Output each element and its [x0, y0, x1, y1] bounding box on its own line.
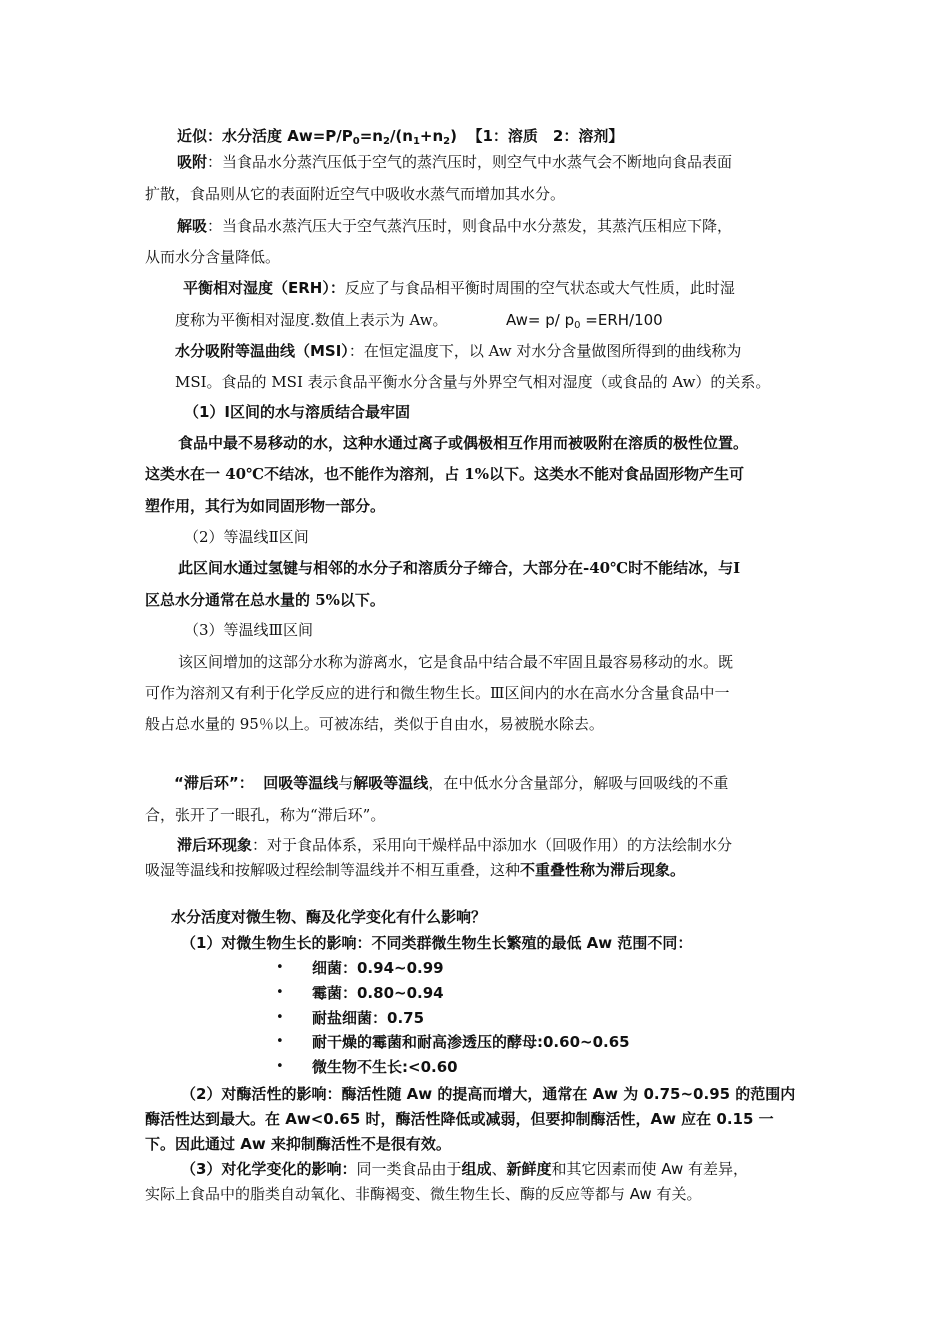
subscript: 0	[574, 320, 581, 331]
zone1-line2: 这类水在一 40℃不结冰，也不能作为溶剂，占 1%以下。这类水不能对食品固形物产生可	[145, 465, 744, 483]
enzyme-line2: 酶活性达到最大。在 Aw<0.65 时，酶活性降低或减弱，但要抑制酶活性，Aw 应在 0.15 一	[145, 1110, 774, 1128]
rewet-isotherm: 回吸等温线	[263, 774, 339, 792]
subscript: 1	[412, 136, 420, 147]
msi-para-line2: MSI。食品的 MSI 表示食品平衡水分含量与外界空气相对湿度（或食品的 Aw）的关系。	[175, 373, 771, 391]
desorb-para-line1	[177, 216, 732, 236]
approx-formula: Aw=P/P	[287, 127, 353, 145]
desorb-text: ：当食品水蒸汽压大于空气蒸汽压时，则食品中水分蒸发，其蒸汽压相应下降，	[207, 217, 733, 235]
zone1-line1: 食品中最不易移动的水，这种水通过离子或偶极相互作用而被吸附在溶质的极性位置。	[178, 434, 749, 452]
hysteresis-phen-text: 吸湿等温线和按解吸过程绘制等温线并不相互重叠，这种	[145, 861, 521, 879]
zone3-line3: 般占总水量的 95％以上。可被冻结，类似于自由水，易被脱水除去。	[145, 715, 604, 733]
zone1-heading: （1）Ⅰ区间的水与溶质结合最牢固	[184, 403, 411, 421]
hysteresis-phen-term: 滞后环现象	[177, 836, 253, 854]
hysteresis-text: ，在中低水分含量部分，解吸与回吸线的不重	[428, 774, 729, 792]
adsorb-para-line1	[177, 152, 732, 172]
erh-text: 反应了与食品相平衡时周围的空气状态或大气性质，此时湿	[344, 279, 735, 297]
zone3-line1: 该区间增加的这部分水称为游离水，它是食品中结合最不牢固且最容易移动的水。既	[178, 653, 734, 671]
hysteresis-line1	[174, 773, 728, 793]
approx-formula: )	[450, 127, 457, 145]
msi-text: ：在恒定温度下，以 Aw 对水分含量做图所得到的曲线称为	[348, 342, 742, 360]
chem-text: 同一类食品由于	[356, 1160, 462, 1178]
adsorb-term: 吸附	[177, 153, 208, 171]
chem-text: 和其它因素而使 Aw 有差异，	[551, 1160, 748, 1178]
chem-emph: 新鲜度	[506, 1160, 552, 1178]
chem-line1	[181, 1159, 748, 1179]
erh-formula-text: =ERH/100	[580, 311, 663, 329]
approx-formula: =n	[359, 127, 383, 145]
bullet-icon: •	[276, 960, 284, 975]
chem-line2: 实际上食品中的脂类自动氧化、非酶褐变、微生物生长、酶的反应等都与 Aw 有关。	[145, 1185, 702, 1203]
zone2-heading: （2）等温线Ⅱ区间	[184, 528, 309, 546]
hysteresis-phen-emph: 不重叠性称为滞后现象。	[520, 861, 686, 879]
erh-para-line1	[183, 278, 735, 298]
chem-emph: 组成	[461, 1160, 492, 1178]
bullet-icon: •	[276, 985, 284, 1000]
bullet-icon: •	[276, 1034, 284, 1049]
enzyme-line1: （2）对酶活性的影响：酶活性随 Aw 的提高而增大，通常在 Aw 为 0.75~0.95 的范围内	[181, 1085, 796, 1103]
subscript: 2	[382, 136, 390, 147]
list-item: 耐干燥的霉菌和耐高渗透压的酵母:0.60~0.65	[312, 1033, 630, 1051]
subscript: 2	[443, 136, 451, 147]
approx-formula: /(n	[389, 127, 413, 145]
enzyme-line3: 下。因此通过 Aw 来抑制酶活性不是很有效。	[145, 1135, 451, 1153]
subscript: 0	[352, 136, 360, 147]
zone2-line2: 区总水分通常在总水量的 5%以下。	[145, 591, 385, 609]
chem-text: 、	[491, 1160, 507, 1178]
hysteresis-line2: 合，张开了一眼孔，称为“滞后环”。	[145, 806, 386, 824]
hysteresis-phen-text: ：对于食品体系，采用向干燥样品中添加水（回吸作用）的方法绘制水分	[252, 836, 733, 854]
zone1-line3: 塑作用，其行为如同固形物一部分。	[145, 497, 386, 515]
erh-para-line2: 度称为平衡相对湿度.数值上表示为 Aw。	[175, 311, 448, 329]
effects-question: 水分活度对微生物、酶及化学变化有什么影响？	[171, 908, 487, 926]
approx-label: 近似：水分活度	[177, 127, 288, 145]
desorb-para-line2: 从而水分含量降低。	[145, 248, 281, 266]
approx-formula-line	[177, 126, 623, 146]
approx-formula: +n	[419, 127, 444, 145]
micro-heading: （1）对微生物生长的影响：不同类群微生物生长繁殖的最低 Aw 范围不同：	[181, 934, 693, 952]
bullet-icon: •	[276, 1010, 284, 1025]
desorb-term: 解吸	[177, 217, 208, 235]
approx-note: 【1：溶质 2：溶剂】	[467, 127, 624, 145]
chem-heading: （3）对化学变化的影响：	[181, 1160, 357, 1178]
erh-formula	[506, 310, 663, 330]
hysteresis-phen-line1	[177, 835, 732, 855]
zone2-line1: 此区间水通过氢键与相邻的水分子和溶质分子缔合，大部分在-40℃时不能结冰，与Ⅰ	[178, 559, 741, 577]
zone3-heading: （3）等温线Ⅲ区间	[184, 621, 314, 639]
hysteresis-term: “滞后环”：	[174, 774, 254, 792]
zone3-line2: 可作为溶剂又有利于化学反应的进行和微生物生长。Ⅲ区间内的水在高水分含量食品中一	[145, 684, 730, 702]
bullet-icon: •	[276, 1059, 284, 1074]
msi-para-line1	[175, 341, 741, 361]
list-item: 耐盐细菌：0.75	[312, 1009, 425, 1027]
hysteresis-phen-line2	[145, 860, 685, 880]
list-item: 细菌：0.94~0.99	[312, 959, 444, 977]
list-item: 微生物不生长:<0.60	[312, 1058, 458, 1076]
list-item: 霉菌：0.80~0.94	[312, 984, 444, 1002]
erh-term: 平衡相对湿度（ERH）：	[183, 279, 345, 297]
erh-formula-text: Aw= p/ p	[506, 311, 575, 329]
msi-term: 水分吸附等温曲线（MSI）	[175, 342, 349, 360]
desorb-isotherm: 解吸等温线	[353, 774, 429, 792]
adsorb-para-line2: 扩散，食品则从它的表面附近空气中吸收水蒸气而增加其水分。	[145, 185, 566, 203]
conjunction: 与	[338, 774, 354, 792]
adsorb-text: ：当食品水分蒸汽压低于空气的蒸汽压时，则空气中水蒸气会不断地向食品表面	[207, 153, 733, 171]
